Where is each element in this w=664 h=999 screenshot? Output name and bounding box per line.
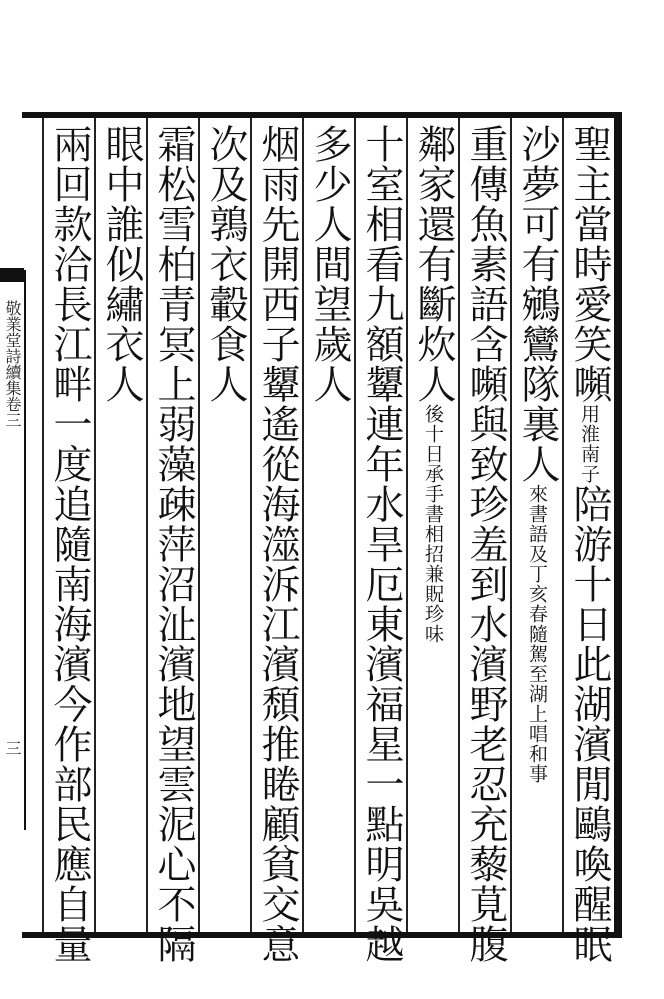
column-text: 重傳魚素語含嚬與致珍羞到水濱野老忍充藜莧腹 xyxy=(463,124,508,964)
column-rule xyxy=(406,118,408,932)
column-note: 後十日承手書相招兼貺珍味 xyxy=(422,404,444,644)
column-text: 十室相看九額顰連年水旱厄東濱福星一點明吳越 xyxy=(359,124,404,964)
column-rule xyxy=(562,118,564,932)
text-column-1 xyxy=(566,124,612,964)
column-text: 鄰家還有斷炊人 xyxy=(411,124,456,404)
text-column-5 xyxy=(358,124,404,964)
margin-page-number: 三 xyxy=(3,740,22,756)
column-text: 沙夢可有鵷鸞隊裏人 xyxy=(515,124,560,484)
column-note: 用淮南子 xyxy=(578,404,600,484)
text-column-7 xyxy=(254,124,300,964)
column-text: 多少人間望歲人 xyxy=(307,124,352,404)
column-text: 烟雨先開西子顰遙從海澨泝江濱頹推睠顧貧交意 xyxy=(255,124,300,964)
column-rule xyxy=(458,118,460,932)
text-column-8 xyxy=(202,124,248,930)
column-rule xyxy=(42,118,44,932)
column-text: 聖主當時愛笑嚬 xyxy=(567,124,612,404)
column-rule xyxy=(510,118,512,932)
column-note: 來書語及丁亥春隨駕至湖上唱和事 xyxy=(526,484,548,784)
column-text: 眼中誰似繡衣人 xyxy=(99,124,144,404)
column-rule xyxy=(146,118,148,932)
column-text: 兩回款洽長江畔一度追隨南海濱今作部民應自量 xyxy=(47,124,92,964)
text-column-6 xyxy=(306,124,352,930)
column-rule xyxy=(198,118,200,932)
text-column-4 xyxy=(410,124,456,930)
column-text: 次及鶉衣轂食人 xyxy=(203,124,248,404)
margin-book-title: 敬業堂詩續集卷三 xyxy=(3,300,22,428)
text-column-9 xyxy=(150,124,196,964)
text-column-2 xyxy=(514,124,560,930)
frame-top-border xyxy=(22,112,622,118)
column-text-continued: 陪游十日此湖濱閒鷗喚醒眠 xyxy=(567,484,612,964)
column-rule xyxy=(354,118,356,932)
column-rule xyxy=(250,118,252,932)
column-rule xyxy=(94,118,96,932)
column-text: 霜松雪柏青冥上弱藻疎萍沼沚濱地望雲泥心不隔 xyxy=(151,124,196,964)
text-column-3 xyxy=(462,124,508,964)
text-column-11 xyxy=(46,124,92,964)
text-column-10 xyxy=(98,124,144,930)
frame-right-border xyxy=(614,112,622,938)
frame-bottom-border xyxy=(22,932,622,938)
column-rule xyxy=(302,118,304,932)
